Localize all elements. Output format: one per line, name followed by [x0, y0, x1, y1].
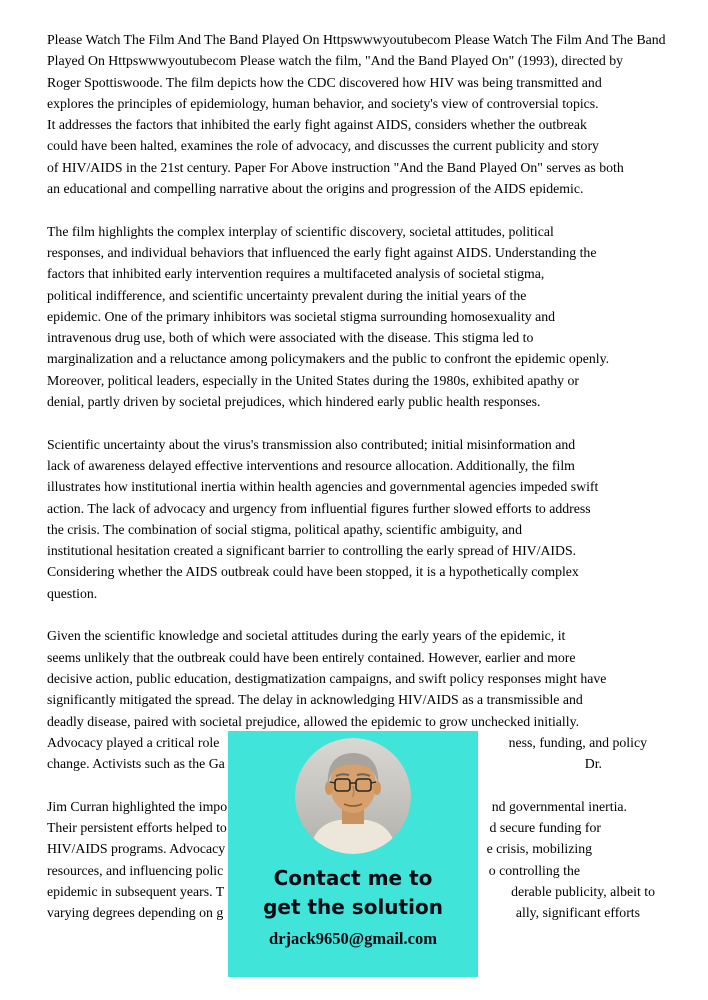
text-fragment-left: resources, and influencing polic	[47, 862, 224, 878]
text-line: Given the scientific knowledge and societal attitudes during the early years of the epidemic, it	[47, 628, 566, 644]
text-fragment-right: d secure funding for	[489, 819, 601, 835]
text-fragment-right: nd governmental inertia.	[491, 798, 627, 814]
text-line: It addresses the factors that inhibited the early fight against AIDS, considers whether the outbreak	[47, 117, 587, 133]
contact-email: drjack9650@gmail.com	[269, 929, 437, 948]
text-line: could have been halted, examines the role of advocacy, and discusses the current publicity and story	[47, 138, 599, 154]
text-fragment-left: varying degrees depending on g	[47, 905, 224, 921]
text-line: deadly disease, paired with societal prejudice, allowed the epidemic to grow unchecked initially.	[47, 713, 580, 729]
contact-overlay	[228, 731, 478, 977]
text-fragment-left: Their persistent efforts helped to	[47, 819, 227, 835]
text-line: decisive action, public education, destigmatization campaigns, and swift policy responses might have	[47, 670, 607, 686]
text-line: question.	[47, 585, 98, 601]
text-fragment-right: o controlling the	[488, 862, 580, 878]
contact-heading	[263, 864, 443, 922]
text-line: Scientific uncertainty about the virus's transmission also contributed; initial misinformation and	[47, 436, 576, 452]
text-line: significantly mitigated the spread. The delay in acknowledging HIV/AIDS as a transmissible and	[47, 692, 583, 708]
text-line: political indifference, and scientific uncertainty prevalent during the initial years of the	[47, 287, 527, 303]
text-line: an educational and compelling narrative about the origins and progression of the AIDS epidemic.	[47, 181, 584, 197]
contact-heading-line2: get the solution	[263, 895, 443, 919]
text-fragment-left: Advocacy played a critical role	[47, 734, 220, 750]
text-line: institutional hesitation created a significant barrier to controlling the early spread of HIV/AIDS.	[47, 543, 577, 559]
text-line: Considering whether the AIDS outbreak could have been stopped, it is a hypothetically complex	[47, 564, 579, 580]
text-line: explores the principles of epidemiology, human behavior, and society's view of controversial topics.	[47, 95, 599, 111]
text-line: denial, partly driven by societal prejudices, which hindered early public health responses.	[47, 394, 541, 410]
text-fragment-left: epidemic in subsequent years. T	[47, 883, 225, 899]
text-fragment-left: Jim Curran highlighted the impo	[47, 798, 228, 814]
text-line: action. The lack of advocacy and urgency from influential figures further slowed efforts to address	[47, 500, 591, 516]
text-fragment-right: derable publicity, albeit to	[511, 883, 655, 899]
text-line: Please Watch The Film And The Band Played On Httpswwwyoutubecom Please Watch The Film And The Band	[47, 32, 666, 47]
text-fragment-right: Dr.	[584, 756, 602, 772]
text-fragment-right: ness, funding, and policy	[508, 734, 647, 750]
text-line: of HIV/AIDS in the 21st century. Paper For Above instruction "And the Band Played On" serves as both	[47, 159, 624, 175]
text-line: Roger Spottiswoode. The film depicts how the CDC discovered how HIV was being transmitted and	[47, 74, 602, 90]
text-line: factors that inhibited early intervention requires a multifaceted analysis of societal stigma,	[47, 266, 545, 282]
text-line: intravenous drug use, both of which were associated with the disease. This stigma led to	[47, 330, 534, 346]
paragraph-3	[47, 434, 692, 604]
text-fragment-left: HIV/AIDS programs. Advocacy	[47, 841, 226, 857]
consultant-photo	[295, 738, 411, 854]
text-line: epidemic. One of the primary inhibitors was societal stigma surrounding homosexuality and	[47, 308, 556, 324]
text-fragment-right: ally, significant efforts	[515, 905, 640, 921]
paragraph-1	[47, 29, 692, 199]
text-line: seems unlikely that the outbreak could have been entirely contained. However, earlier and more	[47, 649, 576, 665]
paragraph-2	[47, 221, 692, 413]
text-line: lack of awareness delayed effective interventions and resource allocation. Additionally, the film	[47, 457, 575, 473]
text-line: Moreover, political leaders, especially in the United States during the 1980s, exhibited apathy or	[47, 372, 580, 388]
text-line: Played On Httpswwwyoutubecom Please watch the film, "And the Band Played On" (1993), directed by	[47, 53, 624, 69]
text-fragment-left: change. Activists such as the Ga	[47, 756, 225, 772]
man-portrait-icon	[295, 738, 411, 854]
text-line: the crisis. The combination of social stigma, political apathy, scientific ambiguity, and	[47, 521, 522, 537]
text-line: The film highlights the complex interplay of scientific discovery, societal attitudes, political	[47, 223, 554, 239]
text-fragment-right: e crisis, mobilizing	[486, 841, 592, 857]
contact-heading-line1: Contact me to	[273, 866, 433, 890]
text-line: illustrates how institutional inertia within health agencies and governmental agencies impeded swift	[47, 479, 599, 495]
text-line: responses, and individual behaviors that influenced the early fight against AIDS. Understanding the	[47, 244, 597, 260]
text-line: marginalization and a reluctance among policymakers and the public to confront the epidemic openly.	[47, 351, 610, 367]
